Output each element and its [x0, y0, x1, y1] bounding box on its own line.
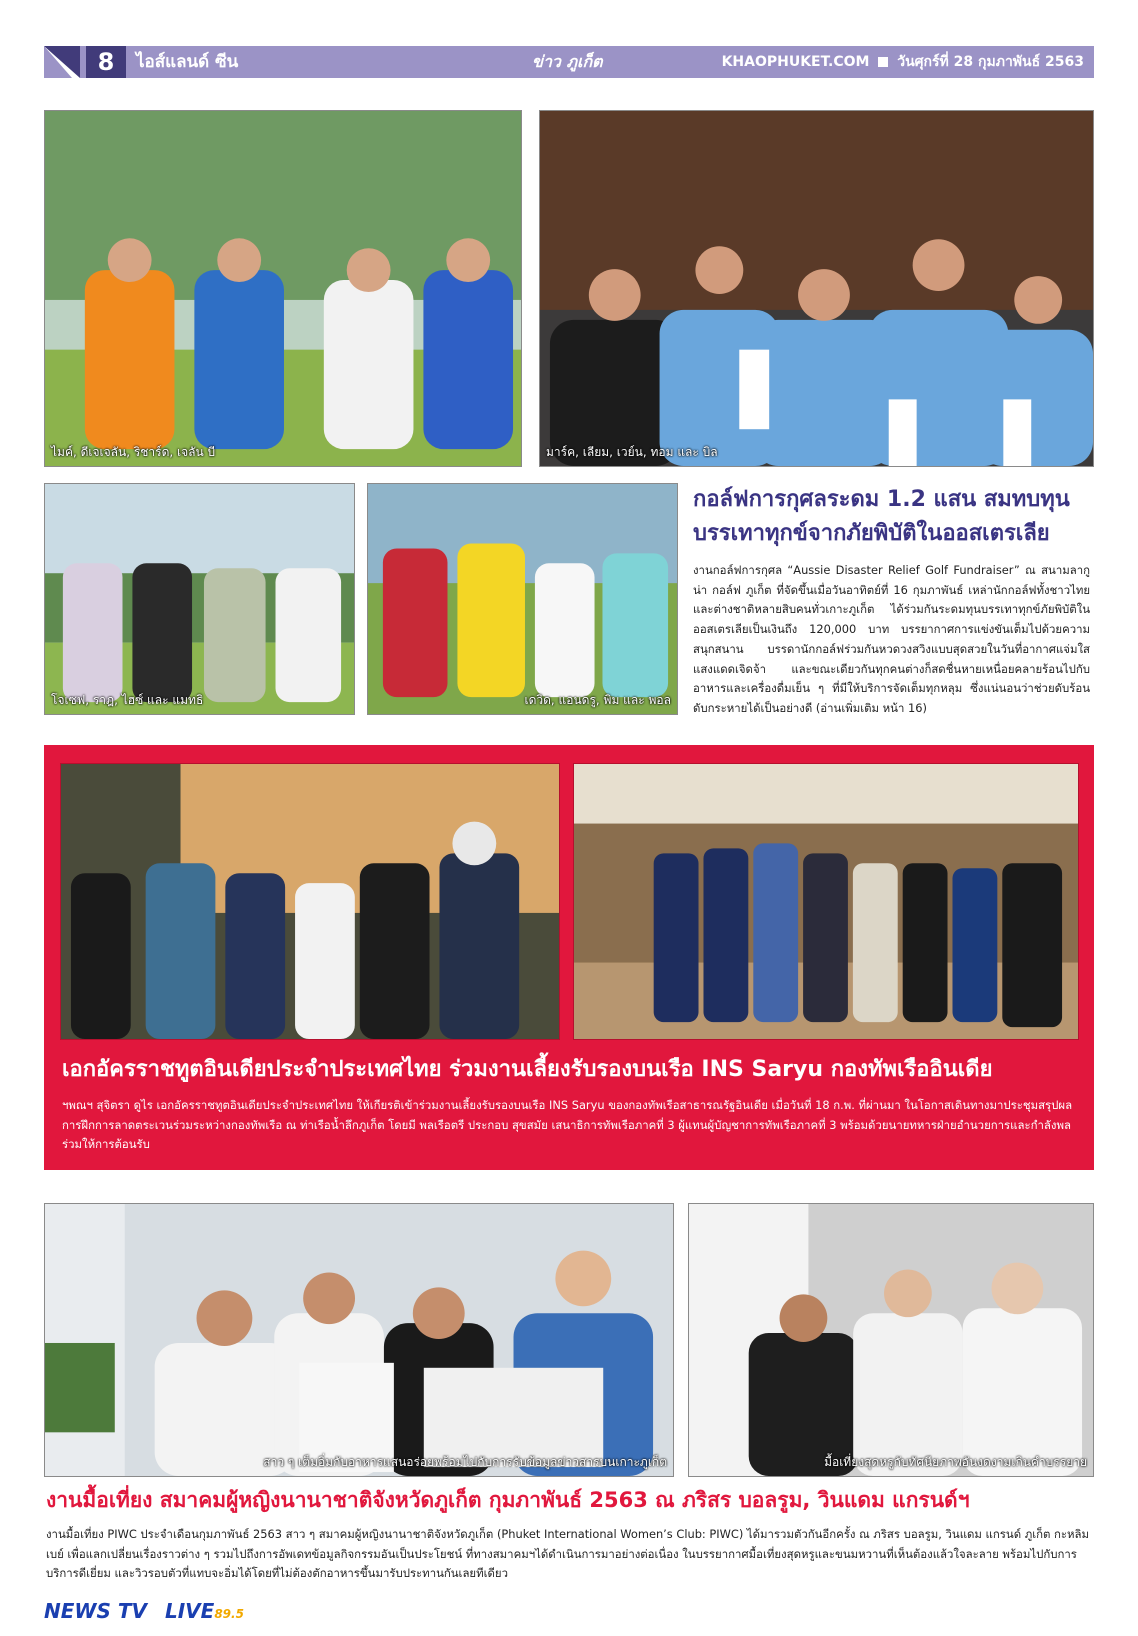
india-headline: เอกอัครราชทูตอินเดียประจำประเทศไทย ร่วมงานเลี้ยงรับรองบนเรือ INS Saryu กองทัพเรืออินเดีย — [62, 1057, 993, 1082]
news-tv-logo: NEWS TV — [44, 1599, 147, 1623]
piwc-photo-1-image — [45, 1204, 673, 1476]
golf-photo-3 — [44, 483, 355, 715]
photo-caption: มาร์ค, เลียม, เวย์น, ทอม และ บิล — [546, 445, 718, 459]
golf-photo-4 — [367, 483, 678, 715]
photo-caption: ไมค์, ดีเจเจลัน, ริชาร์ด, เจลัน บี — [51, 445, 216, 459]
india-photo-1 — [60, 763, 560, 1040]
photo-caption: สาว ๆ เต็มอิ่มกับอาหารแสนอร่อยพร้อมไปกับการรับข้อมูลข่าวสารบนเกาะภูเก็ต — [263, 1455, 667, 1469]
photo-caption: มื้อเที่ยงสุดหรูกับทัศนียภาพอันงดงามเกินคำบรรยาย — [824, 1455, 1087, 1469]
golf-photo-1-image — [45, 111, 521, 466]
golf-photo-3-image — [45, 484, 354, 714]
golf-headline-line-2: บรรเทาทุกข์จากภัยพิบัติในออสเตรเลีย — [693, 521, 1050, 546]
photo-caption: โจเซฟ, ราฎ, ไฮซ์ และ แมทธิ — [51, 693, 204, 707]
india-photo-1-image — [61, 764, 559, 1039]
live-frequency: 89.5 — [214, 1607, 244, 1621]
golf-headline-line-1: กอล์ฟการกุศลระดม 1.2 แสน สมทบทุน — [693, 487, 1070, 512]
issue-date: วันศุกร์ที่ 28 กุมภาพันธ์ 2563 — [897, 54, 1084, 70]
piwc-photo-2-image — [689, 1204, 1093, 1476]
photo-caption: เดวิด, แอนดรู, พิม และ พอล — [524, 693, 671, 707]
piwc-photo-2 — [688, 1203, 1094, 1477]
piwc-article-body: งานมื้อเที่ยง PIWC ประจำเดือนกุมภาพันธ์ 2563 สาว ๆ สมาคมผู้หญิงนานาชาติจังหวัดภูเก็ต (Phuket International Women’s Club: PIWC) ได้มารวมตัวกันอีกครั้ง ณ ภริสร บอลรูม, วินแดม แกรนด์ ภูเก็ต กะหลิม เบย์ เพื่อแลกเปลี่ยนเรื่องราวต่าง ๆ รวมไปถึงการอัพเดทข้อมูลกิจกรรมอันเป็นประโยชน์ ที่ทางสมาคมฯได้ดำเนินการมาอย่างต่อเนื่อง ในบรรยากาศมื้อเที่ยงสุดหรูและขนมหวานที่เห็นต้องแล้วใจละลาย พร้อมไปกับการบริการดีเยี่ยม และวิวรอบตัวที่แทบจะอิ่มได้โดยที่ไม่ต้องตักอาหารขึ้นมารับประทานกันเลยทีเดียว — [46, 1527, 1090, 1580]
live-logo-text: LIVE — [165, 1599, 215, 1623]
golf-photo-4-image — [368, 484, 677, 714]
page-header — [44, 46, 1094, 78]
golf-article-body: งานกอล์ฟการกุศล “Aussie Disaster Relief Golf Fundraiser” ณ สนามลากูน่า กอล์ฟ ภูเก็ต ที่จัดขึ้นเมื่อวันอาทิตย์ที่ 16 กุมภาพันธ์ เหล่านักกอล์ฟทั้งชาวไทยและต่างชาติหลายสิบคนทั่วเกาะภูเก็ต ได้ร่วมกันระดมทุนบรรเทาทุกข์ภัยพิบัติในออสเตรเลียเป็นเงินถึง 120,000 บาท บรรยากาศการแข่งขันเต็มไปด้วยความสนุกสนาน บรรดานักกอล์ฟร่วมกันหวดวงสวิงแบบสุดสวยในวันที่อากาศแจ่มใสแสงแดดเจิดจ้า และขณะเดียวกันทุกคนต่างก็สดชื่นหายเหนื่อยคลายร้อนไปกับอาหารและเครื่องดื่มเย็น ๆ ที่มีให้บริการจัดเต็มทุกหลุม ซึ่งแน่นอนว่าช่วยดับร้อนดับกระหายได้เป็นอย่างดี (อ่านเพิ่มเติม หน้า 16) — [693, 563, 1090, 715]
newspaper-logo: ข่าว ภูเก็ต — [532, 52, 603, 71]
piwc-photo-1 — [44, 1203, 674, 1477]
golf-headline — [693, 483, 1093, 551]
corner-notch — [44, 46, 80, 78]
page-number: 8 — [86, 46, 126, 78]
golf-photo-1 — [44, 110, 522, 467]
india-photo-2 — [573, 763, 1079, 1040]
corner-mark-icon — [44, 46, 80, 78]
india-article-body: ฯพณฯ สุจิตรา ดูไร เอกอัครราชทูตอินเดียประจำประเทศไทย ให้เกียรติเข้าร่วมงานเลี้ยงรับรองบนเรือ INS Saryu ของกองทัพเรือสาธารณรัฐอินเดีย เมื่อวันที่ 18 ก.พ. ที่ผ่านมา ในโอกาสเดินทางมาประชุมสรุปผลการฝึกการลาดตระเวนร่วมระหว่างกองทัพเรือ ณ ท่าเรือน้ำลึกภูเก็ต โดยมี พลเรือตรี ประกอบ สุขสมัย เสนาธิการทัพเรือภาคที่ 3 ผู้แทนผู้บัญชาการทัพเรือภาคที่ 3 พร้อมด้วยนายทหารฝ่ายอำนวยการและกำลังพลร่วมให้การต้อนรับ — [62, 1098, 1073, 1151]
section-name: ไอส์แลนด์ ซีน — [136, 52, 239, 72]
site-url: KHAOPHUKET.COM — [721, 54, 870, 70]
golf-photo-2 — [539, 110, 1094, 467]
piwc-headline: งานมื้อเที่ยง สมาคมผู้หญิงนานาชาติจังหวัดภูเก็ต กุมภาพันธ์ 2563 ณ ภริสร บอลรูม, วินแดม แกรนด์ฯ — [46, 1488, 970, 1512]
live-radio-logo — [165, 1597, 244, 1625]
golf-photo-2-image — [540, 111, 1093, 466]
india-photo-2-image — [574, 764, 1078, 1039]
separator-square-icon — [878, 57, 888, 67]
dateline — [722, 46, 1084, 78]
